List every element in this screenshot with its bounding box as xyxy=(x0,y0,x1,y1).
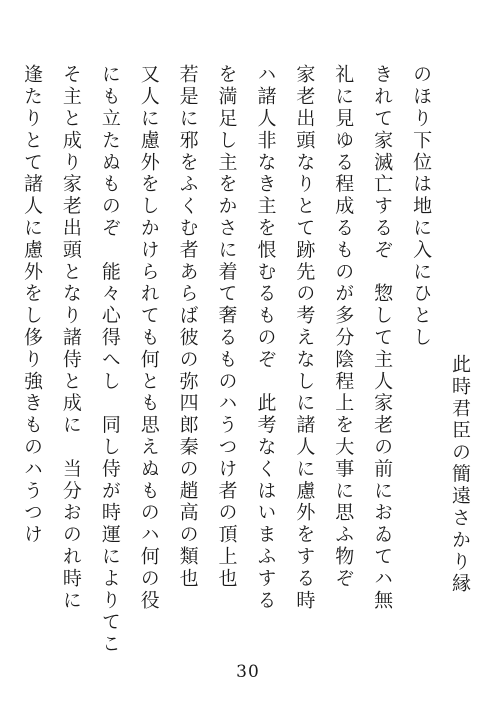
text-column-11: そ主と成り家老出頭となり諸侍と成に 当分おのれ時に xyxy=(59,64,82,612)
text-column-8: 若是に邪をふくむ者あらば彼の弥四郎秦の趙高の類也 xyxy=(176,64,199,590)
text-column-3: きれて家滅亡するぞ 惣して主人家老の前におゐてハ無 xyxy=(371,64,394,612)
text-column-4: 礼に見ゆる程成るものが多分陰程上を大事に思ふ物ぞ xyxy=(332,64,355,590)
text-column-7: を満足し主をかさに着て奢るものハうつけ者の頂上也 xyxy=(215,64,238,590)
text-column-9: 又人に慮外をしかけられても何とも思えぬものハ何の役 xyxy=(137,64,160,612)
text-column-10: にも立たぬものぞ 能々心得へし 同し侍が時運によりてこ xyxy=(98,64,121,656)
text-column-1: 此時君臣の簡遠さかり縁 xyxy=(448,354,471,595)
text-column-2: のほり下位は地に入にひとし xyxy=(410,64,433,349)
text-column-5: 家老出頭なりとて跡先の考えなしに諸人に慮外をする時 xyxy=(293,64,316,612)
page-number: 30 xyxy=(236,662,260,682)
text-column-12: 逢たりとて諸人に慮外をし侈り強きものハうつけ xyxy=(21,64,43,546)
vertical-text-block xyxy=(20,64,472,656)
text-column-6: ハ諸人非なき主を恨むるものぞ 此考なくはいまふする xyxy=(254,64,277,612)
